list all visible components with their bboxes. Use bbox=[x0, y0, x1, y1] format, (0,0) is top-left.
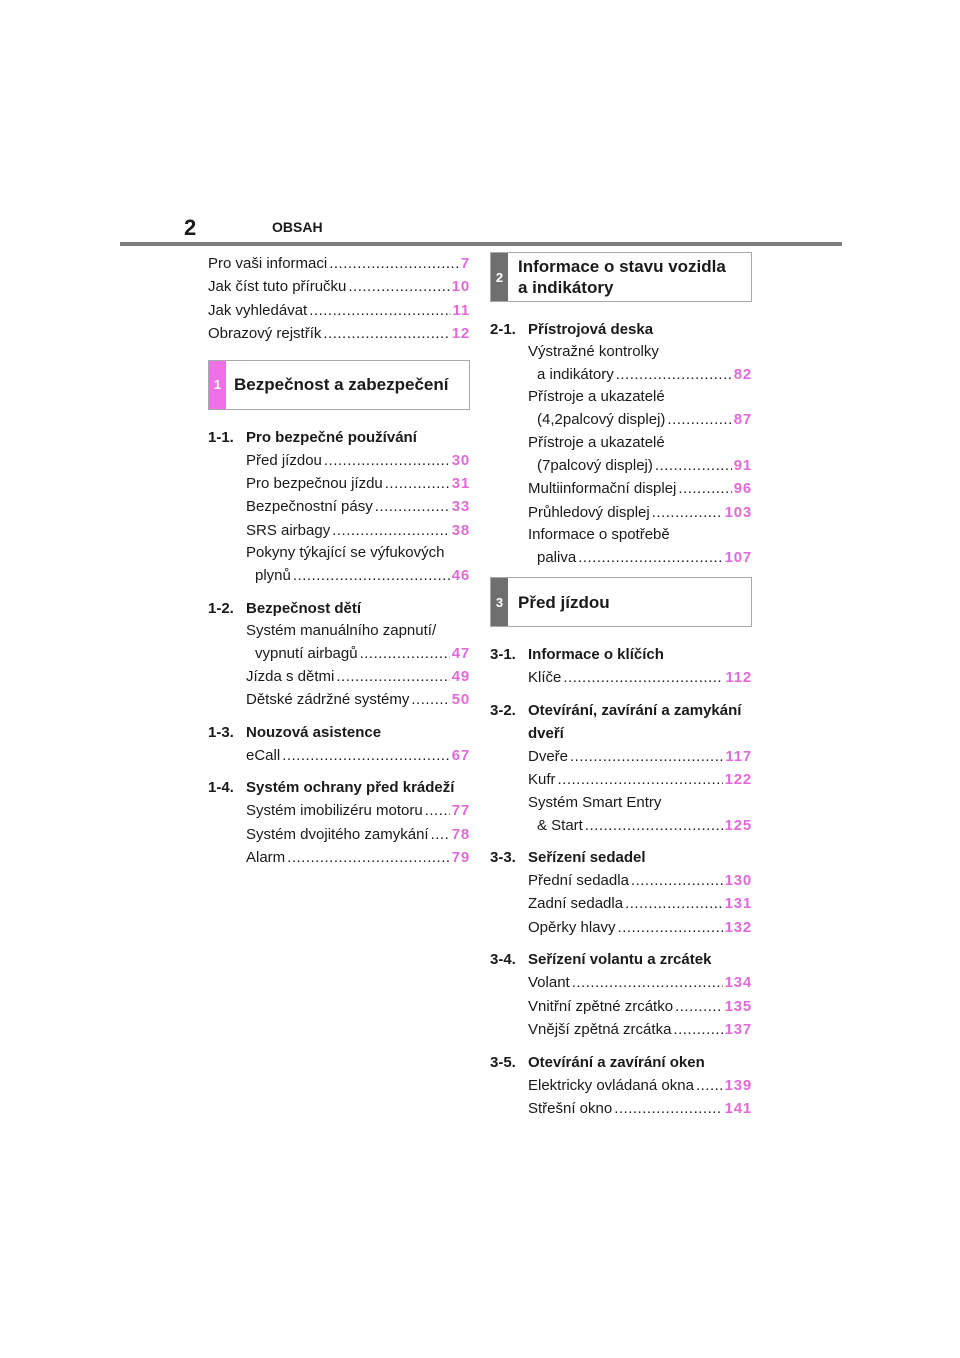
toc-entry[interactable]: (7palcový displej) ..... 91 bbox=[490, 454, 752, 477]
toc-entry[interactable]: Jízda s dětmi ..... 49 bbox=[208, 665, 470, 688]
page-ref[interactable]: 82 bbox=[733, 366, 752, 383]
section-heading[interactable]: 1-2. Bezpečnost dětí bbox=[208, 599, 362, 617]
toc-entry-first-line: Systém manuálního zapnutí/ bbox=[246, 621, 437, 639]
page-ref[interactable]: 79 bbox=[451, 849, 470, 867]
page-ref[interactable]: 31 bbox=[451, 475, 470, 493]
page-ref[interactable]: 137 bbox=[724, 1021, 752, 1039]
toc-entry[interactable]: Střešní okno ..... 141 bbox=[490, 1097, 752, 1120]
chapter-1-title: Bezpečnost a zabezpečení bbox=[234, 375, 449, 395]
chapter-1-box[interactable] bbox=[208, 360, 470, 410]
toc-entry[interactable]: (4,2palcový displej) ..... 87 bbox=[490, 408, 752, 431]
page-ref[interactable]: 7 bbox=[460, 255, 470, 272]
page-ref[interactable]: 125 bbox=[724, 816, 752, 834]
page-ref[interactable]: 117 bbox=[725, 747, 752, 765]
page-ref[interactable]: 91 bbox=[733, 456, 752, 474]
page-ref[interactable]: 112 bbox=[725, 669, 752, 687]
page-ref[interactable]: 12 bbox=[451, 325, 470, 343]
section-heading[interactable]: 1-1. Pro bezpečné používání bbox=[208, 428, 417, 446]
page-ref[interactable]: 107 bbox=[724, 549, 752, 567]
toc-entry[interactable]: Před jízdou ..... 30 bbox=[208, 449, 470, 472]
toc-entry[interactable]: Klíče ..... 112 bbox=[490, 666, 752, 689]
page-ref[interactable]: 134 bbox=[724, 974, 752, 992]
page-ref[interactable]: 67 bbox=[451, 746, 470, 764]
section-heading[interactable]: 3-1. Informace o klíčích bbox=[490, 646, 664, 664]
chapter-3-tab: 3 bbox=[491, 578, 508, 626]
toc-entry[interactable]: Bezpečnostní pásy ..... 33 bbox=[208, 495, 470, 518]
page-ref[interactable]: 96 bbox=[733, 480, 752, 498]
section-heading[interactable]: 3-5. Otevírání a zavírání oken bbox=[490, 1053, 705, 1071]
toc-entry[interactable]: Dveře ..... 117 bbox=[490, 745, 752, 768]
toc-right-column bbox=[490, 252, 752, 1120]
chapter-3-box[interactable] bbox=[490, 577, 752, 627]
toc-entry-first-line: Výstražné kontrolky bbox=[528, 343, 659, 360]
page-ref[interactable]: 132 bbox=[724, 918, 752, 936]
toc-entry[interactable]: Kufr ..... 122 bbox=[490, 768, 752, 791]
page-ref[interactable]: 11 bbox=[452, 301, 470, 319]
toc-entry[interactable]: Multiinformační displej ..... 96 bbox=[490, 477, 752, 500]
page-ref[interactable]: 38 bbox=[451, 521, 470, 539]
section-heading[interactable]: 1-4. Systém ochrany před krádeží bbox=[208, 779, 455, 797]
toc-entry[interactable]: Jak vyhledávat ..... 11 bbox=[208, 299, 470, 322]
section-heading[interactable]: 1-3. Nouzová asistence bbox=[208, 723, 382, 741]
page-ref[interactable]: 103 bbox=[724, 503, 752, 521]
chapter-1-tab: 1 bbox=[209, 361, 226, 409]
page-ref[interactable]: 141 bbox=[724, 1099, 752, 1117]
toc-entry[interactable]: Vnitřní zpětné zrcátko ..... 135 bbox=[490, 995, 752, 1018]
toc-entry[interactable]: vypnutí airbagů ..... 47 bbox=[208, 642, 470, 665]
toc-entry[interactable]: & Start ..... 125 bbox=[490, 814, 752, 837]
toc-entry-first-line: Přístroje a ukazatelé bbox=[528, 388, 665, 406]
page-ref[interactable]: 78 bbox=[451, 825, 470, 843]
section-heading[interactable]: 3-4. Seřízení volantu a zrcátek bbox=[490, 951, 712, 969]
page-ref[interactable]: 135 bbox=[724, 997, 752, 1015]
page-ref[interactable]: 77 bbox=[451, 802, 470, 820]
toc-entry-first-line: Pokyny týkající se výfukových bbox=[246, 544, 445, 562]
toc-entry-first-line: Informace o spotřebě bbox=[528, 526, 670, 544]
page-ref[interactable]: 46 bbox=[451, 567, 470, 585]
toc-entry[interactable]: eCall ..... 67 bbox=[208, 744, 470, 767]
page-ref[interactable]: 49 bbox=[451, 668, 470, 686]
toc-entry[interactable]: Vnější zpětná zrcátka ..... 137 bbox=[490, 1018, 752, 1041]
header-divider bbox=[120, 242, 842, 246]
toc-entry[interactable]: Volant ..... 134 bbox=[490, 971, 752, 994]
toc-entry[interactable]: a indikátory ..... 82 bbox=[490, 363, 752, 386]
page-number: 2 bbox=[184, 215, 197, 240]
toc-entry[interactable]: Pro vaši informaci ..... 7 bbox=[208, 252, 470, 275]
toc-entry[interactable]: Obrazový rejstřík ..... 12 bbox=[208, 322, 470, 345]
chapter-2-title: Informace o stavu vozidla a indikátory bbox=[518, 257, 726, 297]
page-ref[interactable]: 87 bbox=[733, 411, 752, 429]
section-heading[interactable]: 3-2. Otevírání, zavírání a zamykání dveří bbox=[490, 701, 742, 742]
toc-entry[interactable]: SRS airbagy ..... 38 bbox=[208, 519, 470, 542]
toc-entry[interactable]: Opěrky hlavy ..... 132 bbox=[490, 916, 752, 939]
toc-entry[interactable]: Průhledový displej ..... 103 bbox=[490, 501, 752, 524]
toc-entry[interactable]: Alarm ..... 79 bbox=[208, 846, 470, 869]
section-heading[interactable]: 3-3. Seřízení sedadel bbox=[490, 849, 646, 867]
page-ref[interactable]: 33 bbox=[451, 498, 470, 516]
toc-entry[interactable]: Pro bezpečnou jízdu ..... 31 bbox=[208, 472, 470, 495]
section-heading[interactable]: 2-1. Přístrojová deska bbox=[490, 321, 654, 338]
page-ref[interactable]: 139 bbox=[724, 1076, 752, 1094]
chapter-3-title: Před jízdou bbox=[518, 592, 610, 612]
page-ref[interactable]: 50 bbox=[451, 691, 470, 709]
toc-entry[interactable]: Systém dvojitého zamykání ..... 78 bbox=[208, 823, 470, 846]
page-ref[interactable]: 47 bbox=[451, 644, 470, 662]
toc-entry-first-line: Přístroje a ukazatelé bbox=[528, 433, 665, 451]
toc-entry[interactable]: Dětské zádržné systémy ..... 50 bbox=[208, 688, 470, 711]
chapter-2-box[interactable] bbox=[490, 252, 752, 302]
toc-entry[interactable]: plynů ..... 46 bbox=[208, 564, 470, 587]
toc-left-column bbox=[208, 252, 470, 870]
chapter-2-tab: 2 bbox=[491, 253, 508, 301]
toc-entry-first-line: Systém Smart Entry bbox=[528, 793, 662, 811]
toc-entry[interactable]: Jak číst tuto příručku ..... 10 bbox=[208, 275, 470, 298]
toc-entry[interactable]: Zadní sedadla ..... 131 bbox=[490, 892, 752, 915]
page-ref[interactable]: 30 bbox=[451, 451, 470, 469]
toc-entry[interactable]: Elektricky ovládaná okna ..... 139 bbox=[490, 1074, 752, 1097]
toc-entry[interactable]: paliva ..... 107 bbox=[490, 546, 752, 569]
toc-entry[interactable]: Systém imobilizéru motoru ..... 77 bbox=[208, 799, 470, 822]
page-ref[interactable]: 130 bbox=[724, 872, 752, 890]
page-ref[interactable]: 10 bbox=[451, 278, 470, 296]
page-ref[interactable]: 131 bbox=[724, 895, 752, 913]
page-header-title: OBSAH bbox=[272, 219, 323, 235]
toc-entry[interactable]: Přední sedadla ..... 130 bbox=[490, 869, 752, 892]
page-ref[interactable]: 122 bbox=[724, 771, 752, 789]
